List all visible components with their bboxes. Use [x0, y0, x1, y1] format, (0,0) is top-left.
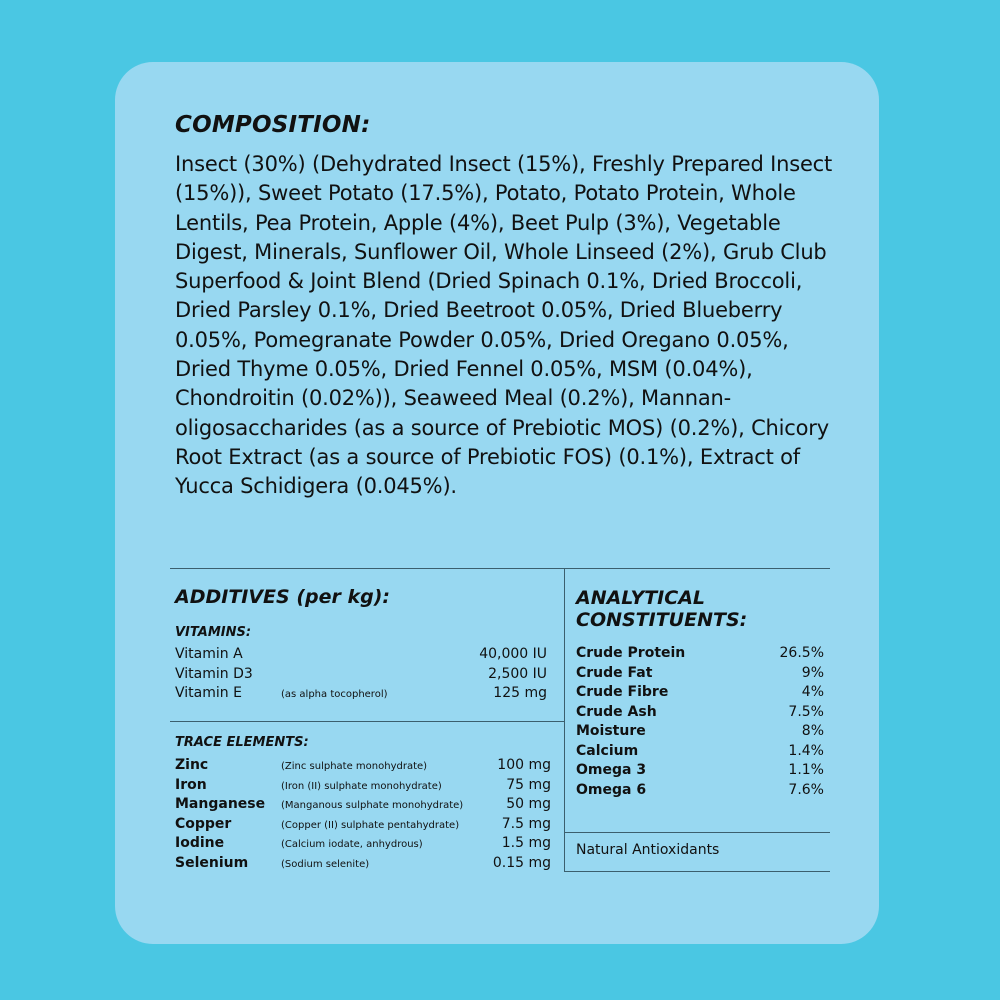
vitamin-value: 125 mg: [493, 685, 547, 701]
trace-element-name: Iodine: [175, 835, 225, 851]
analytical-name: Crude Protein: [576, 645, 686, 661]
trace-element-row: [175, 776, 551, 795]
composition-title: COMPOSITION:: [175, 112, 371, 138]
vitamin-value: 40,000 IU: [479, 646, 547, 662]
analytical-title-line2: CONSTITUENTS:: [576, 609, 748, 631]
analytical-name: Omega 6: [576, 782, 647, 798]
trace-element-value: 75 mg: [506, 777, 551, 793]
analytical-row: [576, 742, 824, 761]
divider-bottom: [564, 871, 830, 872]
vitamin-value: 2,500 IU: [488, 666, 547, 682]
vitamin-note: (as alpha tocopherol): [281, 689, 388, 700]
ingredients-card: [115, 62, 879, 944]
trace-element-value: 0.15 mg: [492, 855, 551, 871]
vitamin-row: [175, 645, 547, 664]
trace-element-note: (Sodium selenite): [281, 859, 370, 870]
analytical-title-line1: ANALYTICAL: [576, 587, 706, 609]
additives-title: ADDITIVES (per kg):: [175, 586, 391, 608]
analytical-row: [576, 761, 824, 780]
analytical-row: [576, 722, 824, 741]
analytical-value: 1.4%: [788, 743, 824, 759]
trace-element-value: 1.5 mg: [501, 835, 551, 851]
analytical-value: 4%: [801, 684, 824, 700]
trace-element-name: Manganese: [175, 796, 266, 812]
analytical-value: 7.5%: [788, 704, 824, 720]
analytical-row: [576, 703, 824, 722]
vitamin-name: Vitamin D3: [175, 666, 253, 682]
vitamins-title: VITAMINS:: [175, 625, 252, 640]
analytical-name: Moisture: [576, 723, 646, 739]
vitamin-name: Vitamin E: [175, 685, 242, 701]
analytical-name: Calcium: [576, 743, 639, 759]
trace-element-name: Zinc: [175, 757, 209, 773]
analytical-row: [576, 781, 824, 800]
analytical-name: Omega 3: [576, 762, 647, 778]
vitamin-row: [175, 684, 547, 703]
analytical-value: 26.5%: [779, 645, 824, 661]
trace-element-note: (Copper (II) sulphate pentahydrate): [281, 820, 460, 831]
natural-antioxidants-label: Natural Antioxidants: [576, 842, 720, 858]
analytical-row: [576, 683, 824, 702]
composition-text: Insect (30%) (Dehydrated Insect (15%), Freshly Prepared Insect (15%)), Sweet Potato (17.5%), Potato, Potato Protein, Whole Lentils, Pea Protein, Apple (4%), Beet Pulp (3%), Vegetable Digest, Minerals, Sunflower Oil, Whole Linseed (2%), Grub Club Superfood & Joint Blend (Dried Spinach 0.1%, Dried Broccoli, Dried Parsley 0.1%, Dried Beetroot 0.05%, Dried Blueberry 0.05%, Pomegranate Powder 0.05%, Dried Oregano 0.05%, Dried Thyme 0.05%, Dried Fennel 0.05%, MSM (0.04%), Chondroitin (0.02%)), Seaweed Meal (0.2%), Mannan-oligosaccharides (as a source of Prebiotic MOS) (0.2%), Chicory Root Extract (as a source of Prebiotic FOS) (0.1%), Extract of Yucca Schidigera (0.045%).: [175, 152, 833, 499]
trace-element-name: Copper: [175, 816, 232, 832]
trace-element-row: [175, 834, 551, 853]
trace-element-note: (Calcium iodate, anhydrous): [281, 839, 423, 850]
analytical-title: [576, 587, 747, 631]
vitamin-name: Vitamin A: [175, 646, 243, 662]
analytical-value: 7.6%: [788, 782, 824, 798]
trace-elements-title: TRACE ELEMENTS:: [175, 735, 309, 750]
analytical-value: 9%: [801, 665, 824, 681]
analytical-row: [576, 644, 824, 663]
analytical-name: Crude Fat: [576, 665, 653, 681]
trace-element-note: (Zinc sulphate monohydrate): [281, 761, 428, 772]
divider-composition: [170, 568, 830, 569]
analytical-name: Crude Ash: [576, 704, 657, 720]
trace-element-value: 7.5 mg: [501, 816, 551, 832]
trace-element-note: (Iron (II) sulphate monohydrate): [281, 781, 442, 792]
trace-element-name: Selenium: [175, 855, 249, 871]
vitamin-row: [175, 665, 547, 684]
trace-element-value: 50 mg: [506, 796, 551, 812]
divider-vitamins: [170, 721, 564, 722]
trace-element-note: (Manganous sulphate monohydrate): [281, 800, 464, 811]
trace-element-row: [175, 854, 551, 873]
trace-element-row: [175, 756, 551, 775]
trace-element-row: [175, 815, 551, 834]
trace-element-value: 100 mg: [497, 757, 551, 773]
trace-element-name: Iron: [175, 777, 207, 793]
divider-analytical: [564, 832, 830, 833]
divider-vertical: [564, 568, 565, 871]
trace-element-row: [175, 795, 551, 814]
analytical-row: [576, 664, 824, 683]
analytical-name: Crude Fibre: [576, 684, 669, 700]
analytical-value: 8%: [801, 723, 824, 739]
analytical-value: 1.1%: [788, 762, 824, 778]
